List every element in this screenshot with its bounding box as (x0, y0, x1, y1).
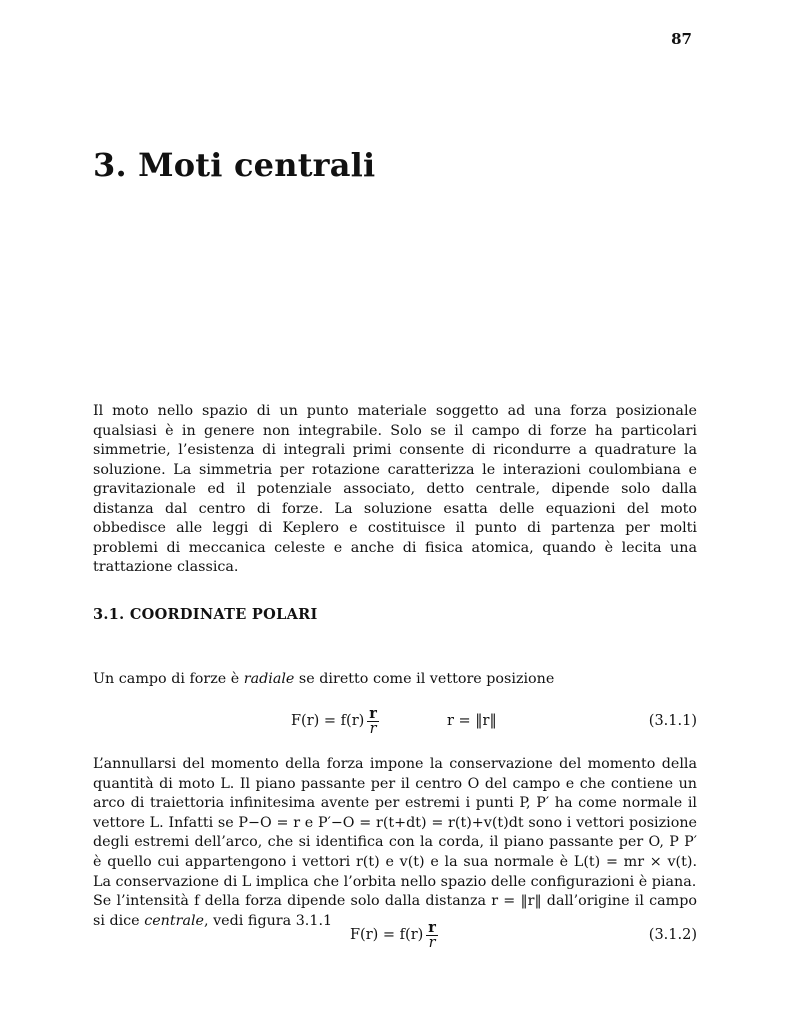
equation-3-1-2 (93, 917, 697, 953)
section-title: 3.1. COORDINATE POLARI (93, 606, 318, 623)
fraction-denominator: r (369, 720, 377, 737)
lead-text-before: Un campo di forze è (93, 671, 244, 687)
body-paragraph-1: L’annullarsi del momento della forza impone la conservazione del momento della quantità di moto L. Il piano passante per il centro O del campo e che contiene un arco di traiettoria infinitesima avente per estremi i punti P, P′ ha come normale il vettore L. Infatti se P−O = r e P′−O = r(t+dt) = r(t)+v(t)dt sono i vettori posizione degli estremi dell’arco, che si identifica con la corda, il piano passante per O, P P′ è quello cui appartengono i vettori r(t) e v(t) e la sua normale è L(t) = mr × v(t). La conservazione di L implica che l’orbita nello spazio delle configurazioni è piana. (93, 756, 697, 890)
equation-number: (3.1.1) (648, 713, 697, 729)
equation-number: (3.1.2) (648, 927, 697, 943)
equation-lhs: F(r) = f(r) (291, 713, 365, 729)
lead-term-radiale: radiale (243, 671, 295, 687)
equation-main (291, 703, 379, 739)
equation-side: r = ‖r‖ (447, 713, 497, 729)
fraction-denominator: r (428, 934, 436, 951)
equation-lhs: F(r) = f(r) (350, 927, 424, 943)
fraction-numerator: r (369, 704, 377, 722)
equation-main (350, 917, 438, 953)
body-text (93, 755, 697, 931)
equation-fraction (426, 920, 438, 951)
p2-text-after: , vedi figura 3.1.1 (204, 912, 333, 929)
fraction-numerator: r (428, 918, 436, 936)
section-lead (93, 670, 697, 689)
p2-text-before: Se l’intensità f della forza dipende solo dalla distanza r = ‖r‖ dall’origine il campo si dice (93, 893, 697, 929)
p2-term-centrale: centrale (144, 912, 205, 929)
chapter-title: 3. Moti centrali (93, 146, 376, 184)
equation-3-1-1 (93, 703, 697, 739)
equation-fraction (367, 706, 379, 737)
lead-text-after: se diretto come il vettore posizione (294, 671, 555, 687)
intro-paragraph (93, 402, 697, 578)
page-number: 87 (671, 30, 692, 48)
intro-text: Il moto nello spazio di un punto materiale soggetto ad una forza posizionale qualsiasi è in genere non integrabile. Solo se il campo di forze ha particolari simmetrie, l’esistenza di integrali primi consente di ricondurre a quadrature la soluzione. La simmetria per rotazione caratterizza le interazioni coulombiana e gravitazionale ed il potenziale associato, detto centrale, dipende solo dalla distanza dal centro di forze. La soluzione esatta delle equazioni del moto obbedisce alle leggi di Keplero e costituisce il punto di partenza per molti problemi di meccanica celeste e anche di fisica atomica, quando è lecita una trattazione classica. (93, 403, 697, 575)
